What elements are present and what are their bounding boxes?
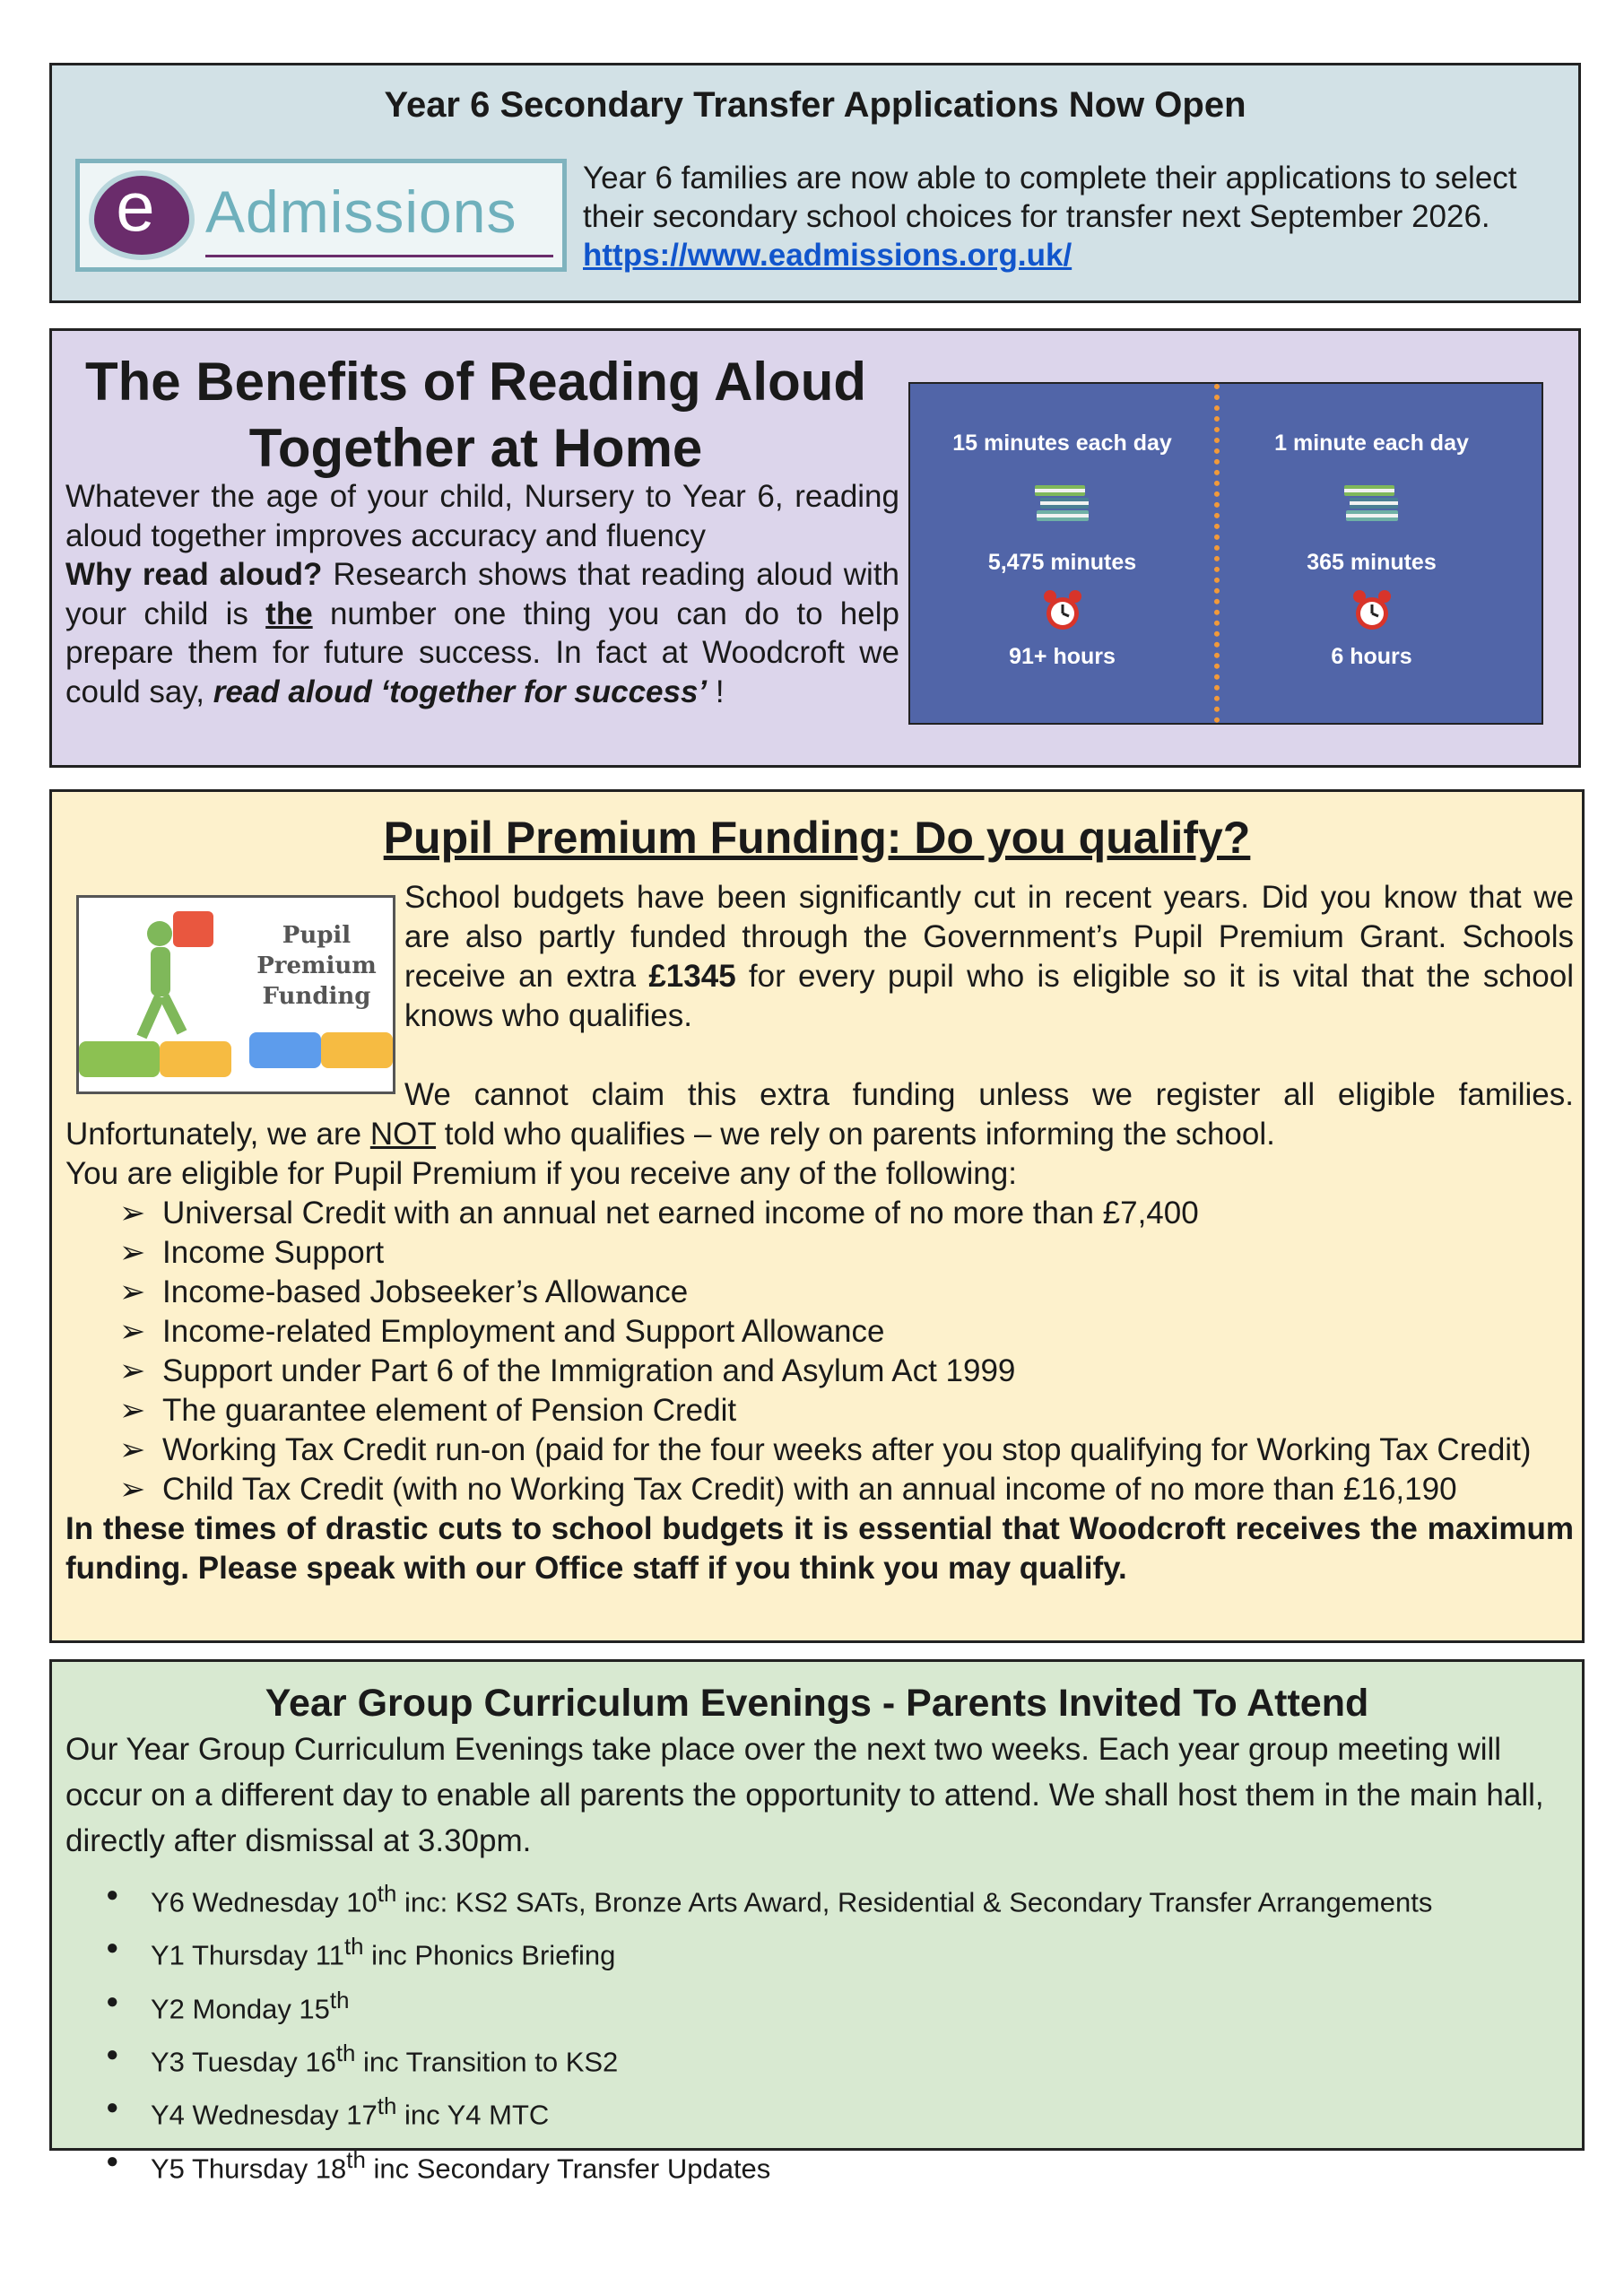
alarm-clock-icon bbox=[1041, 588, 1084, 633]
curriculum-evenings-section bbox=[49, 1659, 1585, 2184]
item-date: Y1 Thursday 11 bbox=[151, 1939, 344, 1971]
reading-title: The Benefits of Reading Aloud Together at Home bbox=[84, 352, 867, 478]
list-item: ➢ Income Support bbox=[119, 1233, 1574, 1273]
list-item bbox=[106, 2084, 1432, 2137]
premium-amount: £1345 bbox=[648, 959, 736, 994]
item-suffix: th bbox=[377, 2094, 397, 2120]
list-item bbox=[106, 1872, 1432, 1925]
list-item: ➢ Support under Part 6 of the Immigration and Asylum Act 1999 bbox=[119, 1352, 1574, 1391]
reading-intro: Whatever the age of your child, Nursery to Year 6, reading aloud together improves accuracy and fluency bbox=[65, 479, 899, 553]
list-item: ➢ Income-based Jobseeker’s Allowance bbox=[119, 1273, 1574, 1312]
evenings-title: Year Group Curriculum Evenings - Parents Invited To Attend bbox=[265, 1682, 1369, 1725]
books-icon bbox=[1033, 478, 1092, 523]
eadmissions-link[interactable]: https://www.eadmissions.org.uk/ bbox=[583, 238, 1073, 273]
list-item: ➢ The guarantee element of Pension Credit bbox=[119, 1391, 1574, 1431]
right-minutes: 365 minutes bbox=[1307, 550, 1437, 575]
the-emphasis: the bbox=[265, 596, 313, 631]
evenings-list bbox=[106, 1872, 1432, 2191]
list-item: ➢ Child Tax Credit (with no Working Tax Credit) with an annual income of no more than £16,190 bbox=[119, 1470, 1574, 1509]
list-item bbox=[106, 1925, 1432, 1978]
right-daily-label: 1 minute each day bbox=[1274, 430, 1469, 456]
logo-word: Admissions bbox=[205, 178, 517, 245]
premium-eligibility-intro: You are eligible for Pupil Premium if you receive any of the following: bbox=[65, 1156, 1017, 1191]
list-item: ➢ Universal Credit with an annual net earned income of no more than £7,400 bbox=[119, 1194, 1574, 1233]
reading-text-a: Research shows that reading aloud with your child is bbox=[65, 557, 900, 631]
reading-infographic bbox=[908, 382, 1543, 725]
logo-underline bbox=[205, 255, 553, 257]
item-date: Y6 Wednesday 10 bbox=[151, 1886, 378, 1918]
logo-letter: e bbox=[116, 167, 155, 246]
item-suffix: th bbox=[329, 1987, 350, 2013]
item-date: Y3 Tuesday 16 bbox=[151, 2046, 336, 2078]
transfer-title: Year 6 Secondary Transfer Applications Now Open bbox=[384, 85, 1246, 125]
reading-section bbox=[49, 328, 1581, 768]
infographic-right-column bbox=[1220, 384, 1524, 723]
right-hours: 6 hours bbox=[1331, 644, 1412, 669]
infographic-left-column bbox=[910, 384, 1214, 723]
not-emphasis: NOT bbox=[369, 1117, 437, 1152]
left-minutes: 5,475 minutes bbox=[987, 550, 1137, 575]
alarm-clock-icon bbox=[1350, 588, 1394, 633]
item-suffix: th bbox=[346, 2147, 366, 2173]
premium-text-b: for every pupil who is eligible so it is vital that the school knows who qualifies. bbox=[404, 959, 1574, 1033]
pp-image-word-3: Funding bbox=[262, 983, 371, 1010]
reading-paragraph bbox=[65, 477, 899, 711]
transfer-section bbox=[49, 63, 1581, 303]
pupil-premium-title: Pupil Premium Funding: Do you qualify? bbox=[383, 813, 1251, 863]
item-suffix: th bbox=[344, 1935, 364, 1961]
pp-image-word-2: Premium bbox=[256, 952, 377, 979]
pp-image-word-1: Pupil bbox=[282, 922, 352, 949]
item-date: Y2 Monday 15 bbox=[151, 1992, 330, 2024]
item-suffix: th bbox=[377, 1882, 397, 1907]
eadmissions-logo bbox=[75, 159, 567, 272]
premium-text-c: We cannot claim this extra funding unless we register all eligible families. Unfortunately, we are bbox=[65, 1077, 1574, 1152]
premium-closing: In these times of drastic cuts to school budgets it is essential that Woodcroft receives the maximum funding. Please speak with our Office staff if you think you may qualify. bbox=[65, 1511, 1574, 1586]
item-date: Y5 Thursday 18 bbox=[151, 2152, 347, 2184]
pupil-premium-section bbox=[49, 789, 1585, 1643]
premium-text-a: School budgets have been significantly cut in recent years. Did you know that we are also partly funded through the Government’s Pupil Premium Grant. Schools receive an extra bbox=[404, 880, 1574, 994]
reading-slogan: read aloud ‘together for success’ bbox=[213, 674, 708, 709]
why-label: Why read aloud? bbox=[65, 557, 323, 592]
premium-text-d: told who qualifies – we rely on parents informing the school. bbox=[436, 1117, 1275, 1152]
left-hours: 91+ hours bbox=[1009, 644, 1116, 669]
eligibility-list bbox=[65, 1194, 1574, 1509]
transfer-text: Year 6 families are now able to complete their applications to select their secondary school choices for transfer next September 2026. bbox=[583, 161, 1517, 234]
reading-end: ! bbox=[707, 674, 725, 709]
pupil-premium-body bbox=[65, 878, 1574, 1588]
list-item: ➢ Income-related Employment and Support Allowance bbox=[119, 1312, 1574, 1352]
list-item bbox=[106, 1979, 1432, 2031]
list-item bbox=[106, 2138, 1432, 2191]
list-item bbox=[106, 2031, 1432, 2084]
books-icon bbox=[1342, 478, 1402, 523]
list-item: ➢ Working Tax Credit run-on (paid for the four weeks after you stop qualifying for Working Tax Credit) bbox=[119, 1431, 1574, 1470]
reading-text-b: number one thing you can do to help prepare them for future success. In fact at Woodcroft we could say, bbox=[65, 596, 899, 709]
transfer-text-block bbox=[583, 159, 1569, 274]
item-date: Y4 Wednesday 17 bbox=[151, 2099, 378, 2131]
item-details: inc Transition to KS2 bbox=[355, 2046, 619, 2078]
item-details: inc: KS2 SATs, Bronze Arts Award, Residential & Secondary Transfer Arrangements bbox=[396, 1886, 1433, 1918]
item-details: inc Secondary Transfer Updates bbox=[365, 2152, 771, 2184]
evenings-text: Our Year Group Curriculum Evenings take place over the next two weeks. Each year group meeting will occur on a different day to enable all parents the opportunity to attend. We shall host them in the main hall, directly after dismissal at 3.30pm. bbox=[65, 1732, 1544, 1858]
left-daily-label: 15 minutes each day bbox=[952, 430, 1172, 456]
item-details: inc Phonics Briefing bbox=[363, 1939, 616, 1971]
item-details: inc Y4 MTC bbox=[396, 2099, 550, 2131]
item-suffix: th bbox=[335, 2040, 356, 2066]
